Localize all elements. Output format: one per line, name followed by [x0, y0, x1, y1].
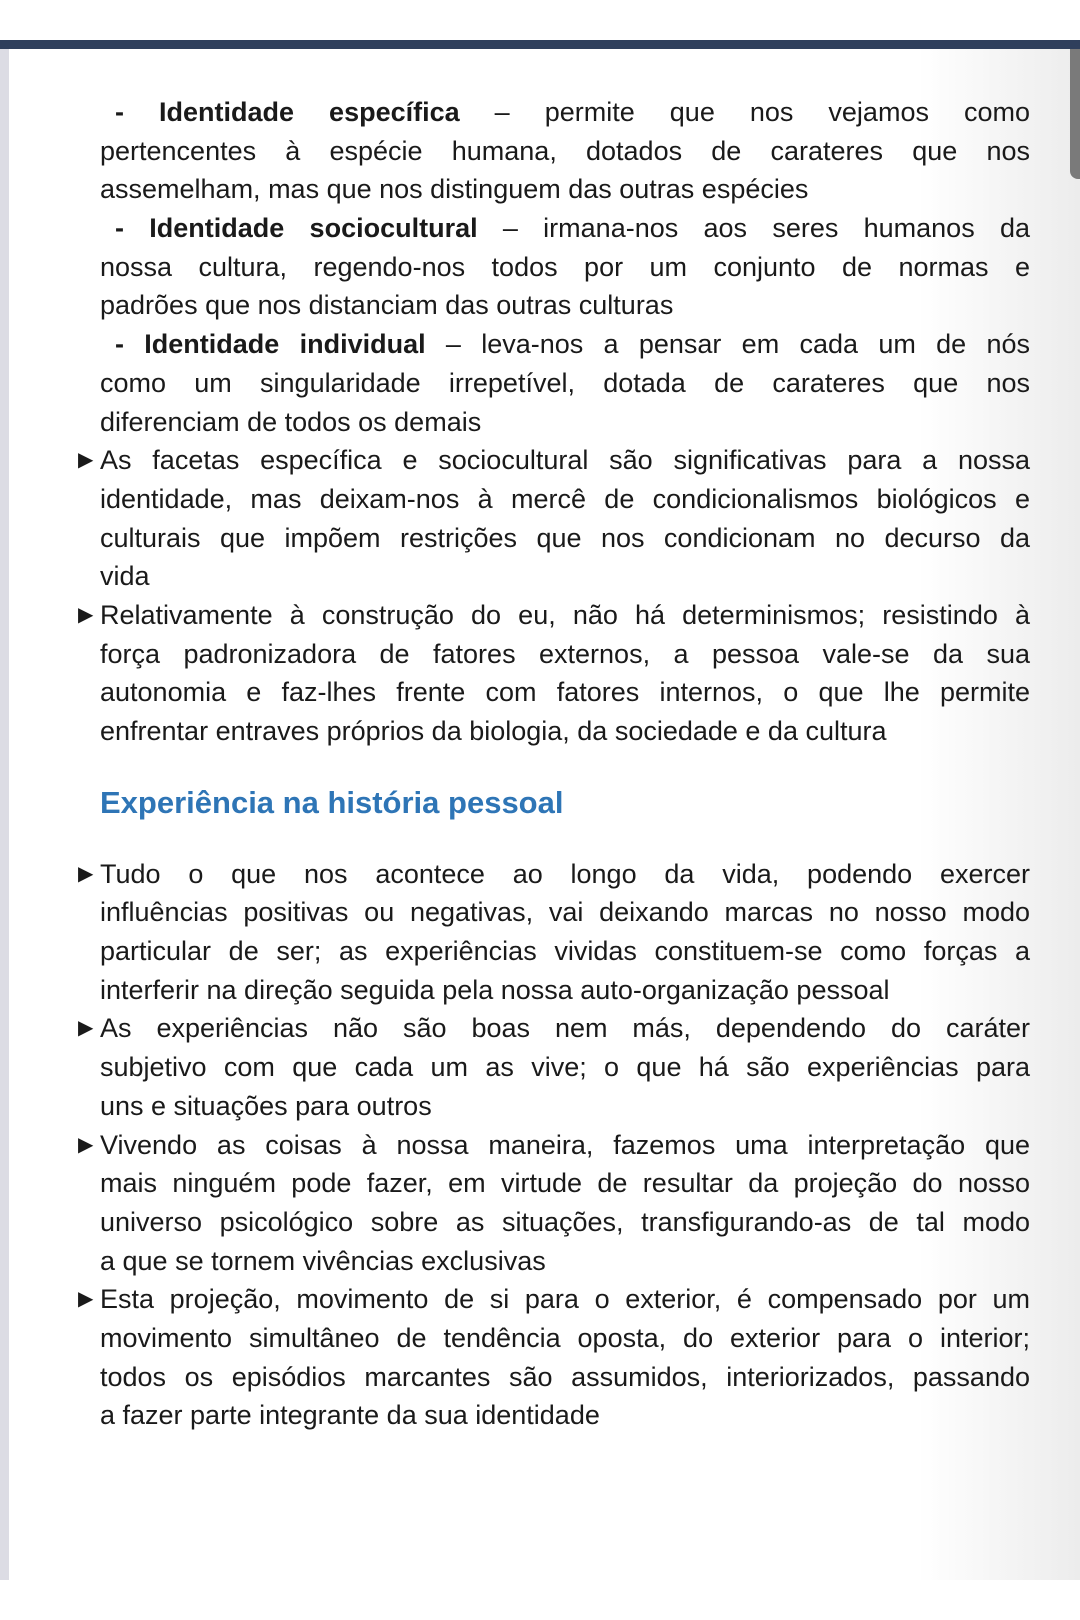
line-text: subjetivo com que cada um as vive; o que há são experiências para	[100, 1052, 1030, 1083]
text-line	[100, 893, 1030, 932]
text-line	[78, 1280, 1030, 1319]
line-text: assemelham, mas que nos distinguem das outras espécies	[100, 174, 809, 205]
line-text: interferir na direção seguida pela nossa auto-organização pessoal	[100, 974, 890, 1005]
text-line	[100, 1319, 1030, 1358]
text-line	[100, 1358, 1030, 1397]
line-text: influências positivas ou negativas, vai deixando marcas no nosso modo	[100, 897, 1030, 928]
text-line	[78, 855, 1030, 894]
text-line	[100, 1087, 1030, 1126]
line-text: – leva-nos a pensar em cada um de nós	[425, 329, 1030, 360]
line-text: força padronizadora de fatores externos, a pessoa vale-se da sua	[100, 638, 1030, 669]
text-line	[100, 403, 1030, 442]
text-line	[78, 441, 1030, 480]
line-text: particular de ser; as experiências vividas constituem-se como forças a	[100, 936, 1030, 967]
text-line	[100, 932, 1030, 971]
text-line	[100, 519, 1030, 558]
bullet-paragraph	[0, 1009, 1080, 1125]
text-line	[100, 635, 1030, 674]
triangle-right-icon: ▶	[78, 449, 94, 472]
identity-section	[0, 93, 1080, 751]
line-text: uns e situações para outros	[100, 1090, 432, 1121]
bullet-paragraph	[0, 596, 1080, 751]
slide-content	[0, 93, 1080, 1435]
triangle-right-icon: ▶	[78, 1133, 94, 1156]
line-text: enfrentar entraves próprios da biologia, da sociedade e da cultura	[100, 716, 887, 746]
text-line	[78, 1126, 1030, 1165]
sub-item-paragraph	[0, 93, 1080, 209]
sub-item-paragraph	[0, 209, 1080, 325]
slide-page	[0, 40, 1080, 1580]
term-label: - Identidade específica	[115, 97, 460, 127]
text-line	[100, 248, 1030, 287]
triangle-right-icon: ▶	[78, 603, 94, 626]
line-text: pertencentes à espécie humana, dotados de carateres que nos	[100, 135, 1030, 166]
text-line	[100, 1396, 1030, 1435]
bullet-paragraph	[0, 441, 1080, 596]
sub-item-paragraph	[0, 325, 1080, 441]
line-text: universo psicológico sobre as situações, transfigurando-as de tal modo	[100, 1206, 1030, 1237]
line-text: Esta projeção, movimento de si para o exterior, é compensado por um	[100, 1284, 1030, 1315]
text-line	[100, 1242, 1030, 1281]
bullet-paragraph	[0, 855, 1080, 1010]
text-line	[100, 286, 1030, 325]
bullet-paragraph	[0, 1126, 1080, 1281]
line-text: a que se tornem vivências exclusivas	[100, 1245, 546, 1276]
line-text: Vivendo as coisas à nossa maneira, fazemos uma interpretação que	[100, 1129, 1030, 1160]
text-line	[115, 93, 1030, 132]
term-label: - Identidade sociocultural	[115, 213, 478, 244]
line-text: diferenciam de todos os demais	[100, 406, 482, 437]
text-line	[100, 971, 1030, 1010]
line-text: mais ninguém pode fazer, em virtude de resultar da projeção do nosso	[100, 1168, 1030, 1199]
line-text: a fazer parte integrante da sua identidade	[100, 1400, 600, 1431]
line-text: padrões que nos distanciam das outras culturas	[100, 290, 674, 321]
line-text: Relativamente à construção do eu, não há determinismos; resistindo à	[100, 599, 1030, 630]
text-line	[100, 170, 1030, 209]
text-line	[100, 712, 1030, 751]
line-text: todos os episódios marcantes são assumidos, interiorizados, passando	[100, 1361, 1030, 1392]
triangle-right-icon: ▶	[78, 1017, 94, 1040]
line-text: movimento simultâneo de tendência oposta, do exterior para o interior;	[100, 1322, 1030, 1353]
text-line	[100, 1164, 1030, 1203]
bullet-paragraph	[0, 1280, 1080, 1435]
line-text: vida	[100, 561, 150, 592]
text-line	[100, 673, 1030, 712]
text-line	[78, 1009, 1030, 1048]
line-text: autonomia e faz-lhes frente com fatores internos, o que lhe permite	[100, 677, 1030, 708]
text-line	[115, 325, 1030, 364]
text-line	[100, 132, 1030, 171]
line-text: culturais que impõem restrições que nos condicionam no decurso da	[100, 522, 1030, 553]
text-line	[100, 364, 1030, 403]
text-line	[100, 480, 1030, 519]
line-text: – permite que nos vejamos como	[459, 97, 1031, 127]
text-line	[115, 209, 1030, 248]
line-text: Tudo o que nos acontece ao longo da vida, podendo exercer	[100, 858, 1030, 889]
triangle-right-icon: ▶	[78, 862, 94, 885]
text-line	[78, 596, 1030, 635]
text-line	[100, 1048, 1030, 1087]
slide-top-bar	[0, 40, 1080, 49]
line-text: como um singularidade irrepetível, dotada de carateres que nos	[100, 367, 1030, 398]
line-text: As experiências não são boas nem más, dependendo do caráter	[100, 1013, 1030, 1044]
line-text: nossa cultura, regendo-nos todos por um conjunto de normas e	[100, 251, 1030, 282]
line-text: As facetas específica e sociocultural são significativas para a nossa	[100, 445, 1030, 476]
text-line	[100, 1203, 1030, 1242]
triangle-right-icon: ▶	[78, 1288, 94, 1311]
line-text: identidade, mas deixam-nos à mercê de condicionalismos biológicos e	[100, 483, 1030, 514]
term-label: - Identidade individual	[115, 329, 426, 360]
section-heading: Experiência na história pessoal	[100, 784, 564, 820]
line-text: – irmana-nos aos seres humanos da	[477, 213, 1030, 244]
experience-section	[0, 855, 1080, 1435]
text-line	[100, 557, 1030, 596]
